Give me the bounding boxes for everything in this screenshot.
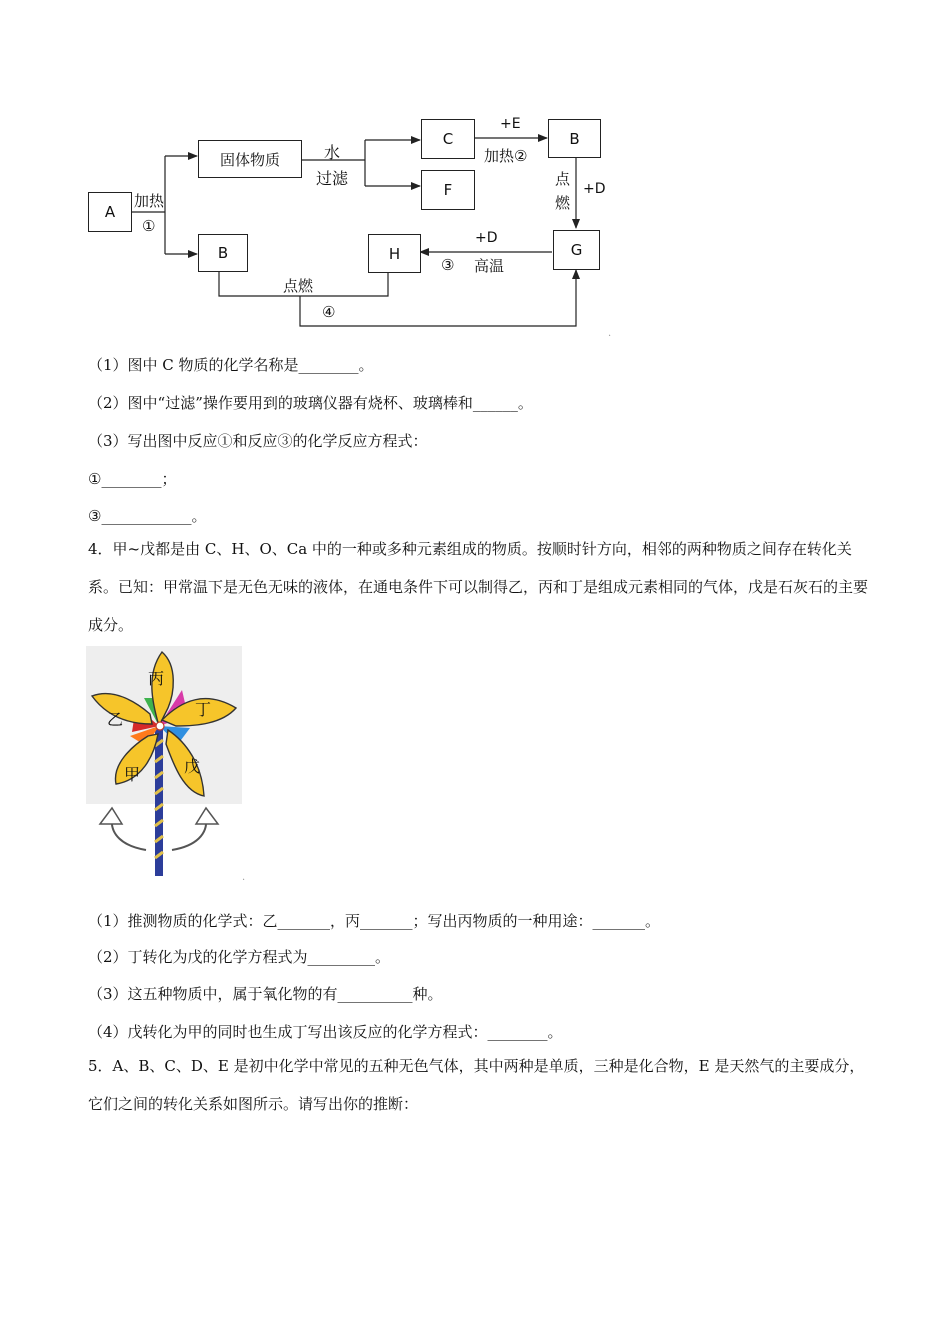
label-heat2: 加热② xyxy=(484,147,528,165)
box-f: F xyxy=(421,170,475,210)
label-high-temp: 高温 xyxy=(474,257,505,275)
pinwheel-label-jia: 甲 xyxy=(124,765,141,784)
decorative-dot: . xyxy=(242,872,246,883)
label-ignite-v1: 点 xyxy=(555,170,571,188)
q5-stem: 5．A、B、C、D、E 是初中化学中常见的五种无色气体，其中两种是单质，三种是化合物，E 是天然气的主要成分，它们之间的转化关系如图所示。请写出你的推断： xyxy=(88,1057,865,1113)
label-plus-d-mid: +D xyxy=(475,230,498,246)
q3-line-3: （3）写出图中反应①和反应③的化学反应方程式： xyxy=(88,432,428,450)
flowchart-lines xyxy=(0,0,950,340)
label-ignite: 点燃 xyxy=(283,277,314,295)
label-plus-e: +E xyxy=(500,116,521,132)
q4-sub-4: （4）戊转化为甲的同时也生成丁写出该反应的化学方程式：________。 xyxy=(88,1023,563,1041)
q3-line-5: ③____________。 xyxy=(88,507,207,525)
q3-line-1: （1）图中 C 物质的化学名称是________。 xyxy=(88,356,374,374)
box-g: G xyxy=(553,230,600,270)
q4-sub-1: （1）推测物质的化学式：乙_______，丙_______；写出丙物质的一种用途：_______。 xyxy=(88,912,661,930)
label-plus-d-right: +D xyxy=(583,181,606,197)
q4-stem: 4．甲~戊都是由 C、H、O、Ca 中的一种或多种元素组成的物质。按顺时针方向，相邻的两种物质之间存在转化关系。已知：甲常温下是无色无味的液体，在通电条件下可以制得乙，丙和丁是组成元素相同的气体，戊是石灰石的主要成分。 xyxy=(88,540,869,634)
q3-line-2: （2）图中“过滤”操作要用到的玻璃仪器有烧杯、玻璃棒和______。 xyxy=(88,394,533,412)
label-circle4: ④ xyxy=(322,303,336,321)
decorative-dot: . xyxy=(608,328,612,339)
label-circle1: ① xyxy=(142,217,156,235)
label-heat: 加热 xyxy=(134,192,165,210)
box-b-top: B xyxy=(548,119,601,158)
box-solid: 固体物质 xyxy=(198,140,302,178)
label-filter: 过滤 xyxy=(316,169,349,188)
pinwheel-label-ding: 丁 xyxy=(195,700,212,719)
label-water: 水 xyxy=(324,143,341,162)
label-circle3: ③ xyxy=(441,256,455,274)
pinwheel-label-yi: 乙 xyxy=(107,710,124,729)
q3-line-4: ①________； xyxy=(88,470,177,488)
pinwheel-label-bing: 丙 xyxy=(148,669,165,688)
box-c: C xyxy=(421,119,475,159)
q4-sub-2: （2）丁转化为戊的化学方程式为_________。 xyxy=(88,948,391,966)
box-h: H xyxy=(368,234,421,273)
box-a: A xyxy=(88,192,132,232)
pinwheel-label-wu: 戊 xyxy=(184,757,201,776)
q4-sub-3: （3）这五种物质中，属于氧化物的有__________种。 xyxy=(88,985,443,1003)
box-b-bottom: B xyxy=(198,234,248,272)
label-ignite-v2: 燃 xyxy=(555,194,571,212)
